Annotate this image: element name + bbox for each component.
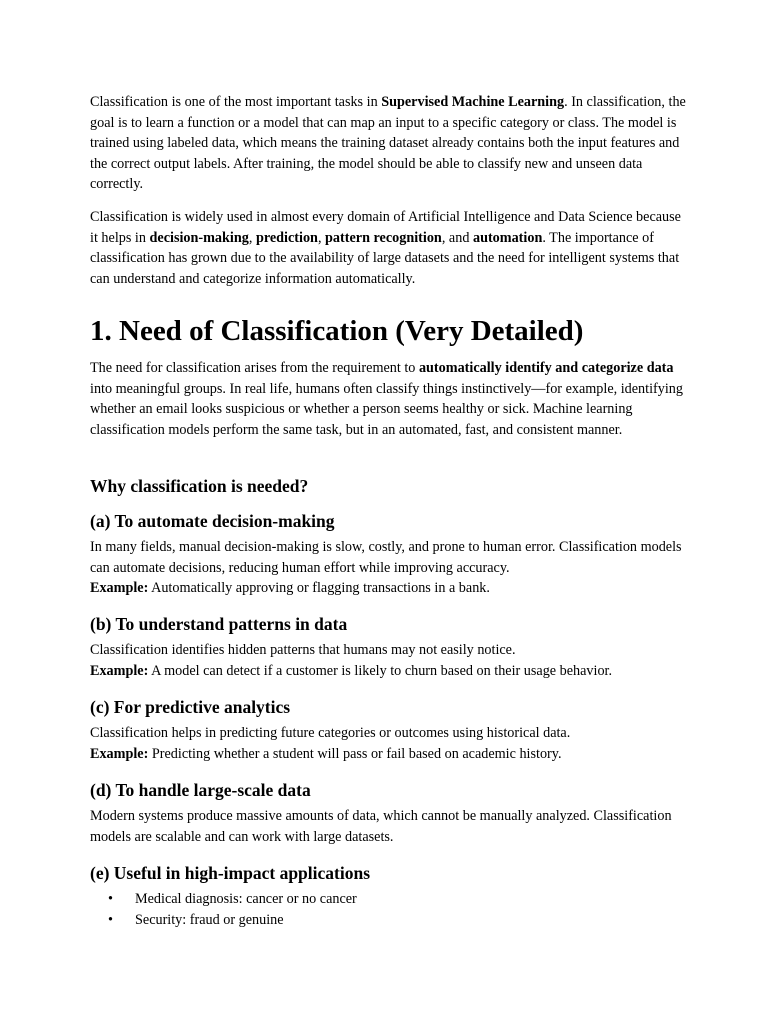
intro-paragraph-2: [90, 207, 690, 289]
bullet-icon: •: [108, 891, 113, 907]
text-run: Automatically approving or flagging transactions in a bank.: [148, 580, 490, 597]
paragraph-d: Modern systems produce massive amounts of data, which cannot be manually analyzed. Classification models are scalable and can work with large datasets.: [90, 808, 672, 845]
paragraph-c: [90, 723, 690, 764]
text-run: ,: [248, 229, 256, 246]
section-paragraph: [90, 358, 690, 440]
list-item: [90, 910, 690, 931]
example-label: Example:: [90, 580, 149, 597]
subheading-e: (e) Useful in high-impact applications: [90, 863, 371, 883]
text-run: . In classification, the goal is to learn a function or a model that can map an input to a specific category or class. The model is trained using labeled data, which means the training dataset already contains both the input features and the correct output labels. After training, the model should be able to classify new and unseen data correctly.: [90, 94, 686, 193]
subheading-b: (b) To understand patterns in data: [90, 614, 348, 634]
bold-term: Supervised Machine Learning: [381, 94, 565, 110]
list-item-text: Security: fraud or genuine: [135, 911, 284, 928]
bold-term: automation: [472, 229, 543, 246]
bold-term: pattern recognition: [325, 229, 442, 246]
text-run: Classification is one of the most important tasks in: [90, 94, 382, 110]
list-item: [90, 889, 690, 910]
section-heading: 1. Need of Classification (Very Detailed): [90, 315, 584, 347]
text-run: . The importance of classification has grown due to the availability of large datasets and the need for intelligent systems that can understand and categorize information automatically.: [90, 229, 680, 287]
subheading-why: Why classification is needed?: [90, 476, 309, 496]
bullet-icon: •: [108, 911, 113, 928]
text-run: into meaningful groups. In real life, humans often classify things instinctively—for example, identifying whether an email looks suspicious or whether a person seems healthy or sick. Machine learning classification models perform the same task, but in an automated, fast, and consistent manner.: [90, 380, 683, 438]
subheading-a: (a) To automate decision-making: [90, 511, 335, 531]
intro-paragraph-1: [90, 92, 690, 195]
bold-term: prediction: [255, 229, 318, 246]
text-run: The need for classification arises from the requirement to: [90, 360, 419, 376]
subheading-d: (d) To handle large-scale data: [90, 780, 311, 800]
text-run: Classification identifies hidden patterns that humans may not easily notice.: [90, 642, 516, 658]
text-run: In many fields, manual decision-making is slow, costly, and prone to human error. Classification models can automate decisions, reducing human effort while improving accuracy.: [90, 539, 682, 576]
bold-term: decision-making: [149, 229, 249, 246]
text-run: Classification helps in predicting future categories or outcomes using historical data.: [90, 725, 571, 741]
bullet-list: [90, 889, 690, 930]
example-label: Example:: [90, 662, 149, 679]
text-run: Classification is widely used in almost every domain of Artificial Intelligence and Data Science because it helps in: [90, 209, 681, 246]
subheading-c: (c) For predictive analytics: [90, 697, 291, 717]
paragraph-a: [90, 537, 690, 599]
example-label: Example:: [90, 745, 149, 762]
text-run: , and: [441, 229, 473, 246]
paragraph-b: [90, 640, 690, 681]
bold-term: automatically identify and categorize data: [418, 360, 674, 376]
text-run: ,: [317, 229, 326, 246]
text-run: A model can detect if a customer is likely to churn based on their usage behavior.: [148, 662, 613, 679]
text-run: Predicting whether a student will pass or fail based on academic history.: [148, 745, 562, 762]
list-item-text: Medical diagnosis: cancer or no cancer: [135, 891, 357, 907]
